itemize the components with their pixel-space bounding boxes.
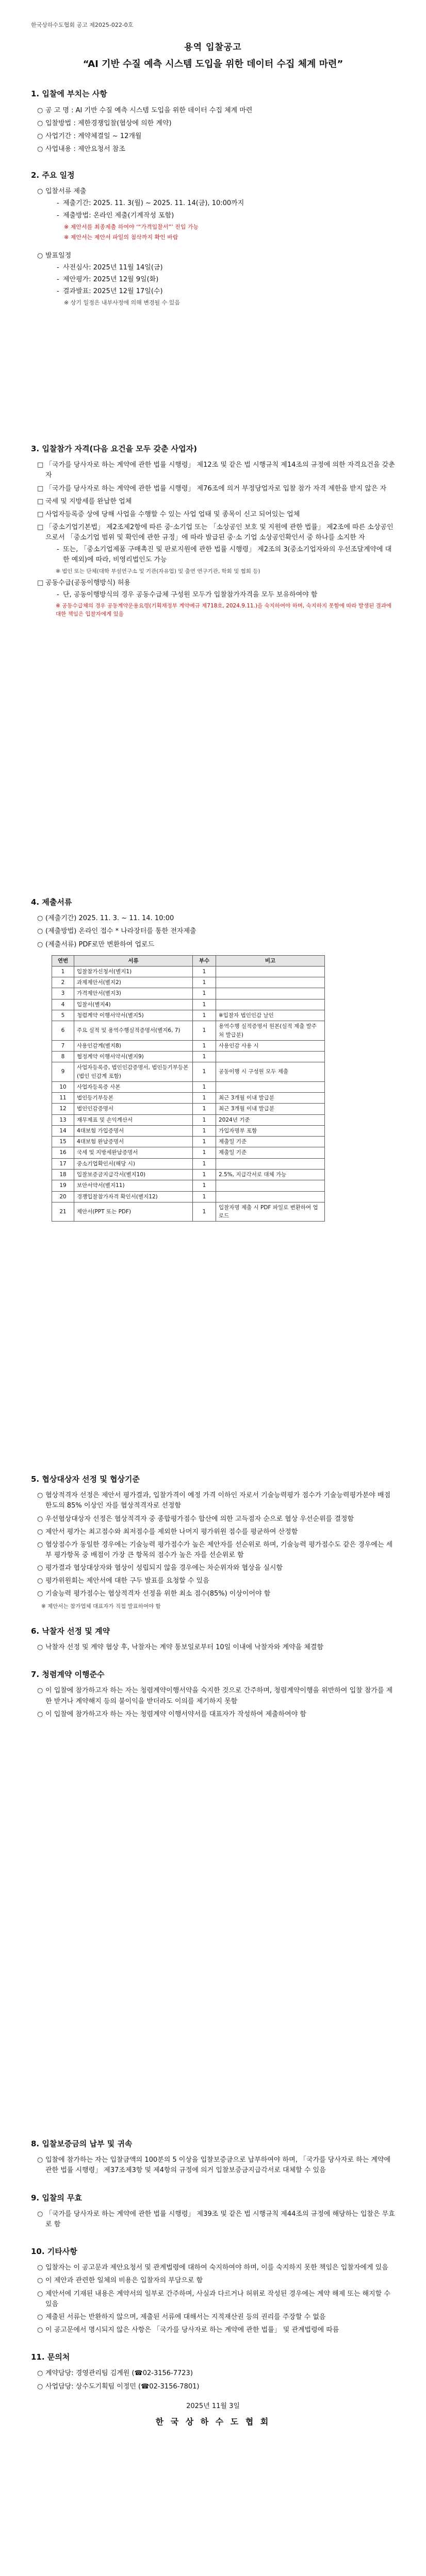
list-item: - 또는, 「중소기업제품 구매촉진 및 판로지원에 관한 법률 시행령」 제2조의 3(중소기업자와의 우선조달계약에 대한 예외)에 따라, 비영리법인도 가능: [57, 545, 395, 565]
list-item: ○ 사업담당: 상수도기획팀 이정민 (☎02-3156-7801): [37, 2382, 395, 2392]
table-row: [52, 1180, 325, 1191]
list-item: ○ 낙찰자 선정 및 계약 협상 후, 낙찰자는 계약 통보일로부터 10일 이내에 낙찰자와 계약을 체결함: [37, 1642, 395, 1653]
s11-list: [31, 2368, 395, 2392]
row-number: 18: [52, 1169, 74, 1180]
remarks: 제출일 기준: [216, 1147, 325, 1158]
row-number: 12: [52, 1104, 74, 1114]
remarks: 가입자명부 포함: [216, 1125, 325, 1136]
sheet-2: [31, 443, 395, 621]
copies: 1: [193, 1147, 216, 1158]
s5-list: [31, 1490, 395, 1599]
copies: 1: [193, 1040, 216, 1051]
document-name: 사업자등록증 사본: [74, 1081, 193, 1092]
s3-note-1: ※ 법인 또는 단체(대학 부설연구소 및 기관(자유업) 및 출연 연구기관, 학회 및 협회 등): [56, 568, 260, 574]
list-item: - 사전심사: 2025년 11월 14일(금): [57, 263, 395, 273]
copies: 1: [193, 1081, 216, 1092]
s3-note-2: ※ 공동수급체의 경우 공동계약운용요령(기획재정부 계약예규 제718호, 2024.9.11.)을 숙지하여야 하며, 숙지하지 못함에 따라 발생된 결과에 대한 책임은 입찰자에게 있음: [56, 603, 392, 618]
list-item: ○ (제출방법) 온라인 접수 * 나라장터를 통한 전자제출: [37, 926, 395, 937]
document-name: 법인인감증명서: [74, 1104, 193, 1114]
list-item: ○ 입찰자는 이 공고문과 제안요청서 및 관계법령에 대하여 숙지하여야 하며, 이를 숙지하지 못한 책임은 입찰자에게 있음: [37, 2263, 395, 2273]
document-name: 입찰참가신청서(별지1): [74, 966, 193, 977]
row-number: 5: [52, 1010, 74, 1021]
s2-heading: 2. 주요 일정: [31, 171, 75, 180]
table-row: [52, 1158, 325, 1169]
list-item: ○ 입찰방법 : 제한경쟁입찰(협상에 의한 계약): [37, 118, 395, 129]
s2-note-2: ※ 제안서는 제안서 파일의 첨삭까지 확인 바람: [64, 233, 178, 241]
remarks: ※입찰자 법인인감 날인: [216, 1010, 325, 1021]
s11-heading: 11. 문의처: [31, 2352, 70, 2362]
notice-number: 한국상하수도협회 공고 제2025-022-0호: [31, 22, 134, 28]
list-item: - 결과발표: 2025년 12월 17일(수): [57, 286, 395, 297]
sheet-3: [31, 896, 395, 1222]
row-number: 6: [52, 1021, 74, 1041]
list-item: ○ 공 고 명 : AI 기반 수질 예측 시스템 도입을 위한 데이터 수집 체계 마련: [37, 106, 395, 116]
remarks: 2024년 기준: [216, 1114, 325, 1125]
row-number: 13: [52, 1114, 74, 1125]
table-row: [52, 988, 325, 999]
s6-list: [31, 1642, 395, 1653]
table-row: [52, 1052, 325, 1062]
list-item: ○ 이 공고문에서 명시되지 않은 사항은 「국가를 당사자로 하는 계약에 관한 법률」 및 관계법령에 따름: [37, 2325, 395, 2335]
title-top: 용역 입찰공고: [184, 42, 242, 53]
table-row: [52, 1169, 325, 1180]
row-number: 11: [52, 1093, 74, 1104]
list-item: □ 「중소기업기본법」 제2조제2항에 따른 중·소기업 또는 「소상공인 보호 및 지원에 관한 법률」 제2조에 따른 소상공인으로서 「중소기업 범위 및 확인에 관한 규정」에 따라 발급된 중·소 기업 소상공인확인서 중 하나를 소지한 자 - 또는, 「중소기업제품 구매촉진 및 판로지원에 관한 법률 시행령」 제2조의 3(중소기업자와의 우선조달계약에 대한 예외)에 따라, 비영리법인도 가능 ※ 법인 또는 단체(대학 부설연구소 및 기관(자유업) 및 출연 연구기관, 학회 및 협회 등): [37, 522, 395, 575]
table-row: [52, 1137, 325, 1147]
remarks: 입찰자명 제출 시 PDF 파일로 변환하여 업로드: [216, 1202, 325, 1222]
list-item: ○ 사업내용 : 제안요청서 참조: [37, 144, 395, 155]
row-number: 7: [52, 1040, 74, 1051]
sheet-4: [31, 1473, 395, 1722]
list-item: ○ 이 입찰에 참가하고자 하는 자는 청렴계약 이행서약서를 대표자가 작성하여 제출하여야 함: [37, 1709, 395, 1720]
remarks: 최근 3개월 이내 발급분: [216, 1104, 325, 1114]
table-row: [52, 1125, 325, 1136]
row-number: 9: [52, 1062, 74, 1082]
document-name: 협정계약 이행서약서(별지9): [74, 1052, 193, 1062]
table-row: [52, 1202, 325, 1222]
copies: 1: [193, 1202, 216, 1222]
copies: 1: [193, 1125, 216, 1136]
list-item: ○ 이 입찰에 참가하고자 하는 자는 청렴계약이행서약을 숙지한 것으로 간주하며, 청렴계약이행을 위반하여 입찰 참가를 제한 받거나 계약해지 등의 불이익을 받더라도 이의를 제기하지 못함: [37, 1686, 395, 1706]
issuer-name: 한 국 상 하 수 도 협 회: [155, 2416, 271, 2427]
row-number: 15: [52, 1137, 74, 1147]
table-row: [52, 1010, 325, 1021]
row-number: 10: [52, 1081, 74, 1092]
row-number: 17: [52, 1158, 74, 1169]
list-item: □ 공동수급(공동이행방식) 허용 - 단, 공동이행방식의 경우 공동수급체 구성원 모두가 입찰참가자격을 모두 보유하여야 함 ※ 공동수급체의 경우 공동계약운용요령(기획재정부 계약예규 제718호, 2024.9.11.)을 숙지하여야 하며, 숙지하지 못함에 따라 발생된 결과에 대한 책임은 입찰자에게 있음: [37, 578, 395, 619]
copies: 1: [193, 1114, 216, 1125]
document-name: 사용인감계(별지8): [74, 1040, 193, 1051]
table-row: [52, 1104, 325, 1114]
document-name: 입찰서(별지4): [74, 999, 193, 1010]
table-header-row: [52, 955, 325, 966]
document-name: 중소기업확인서(해당 시): [74, 1158, 193, 1169]
remarks: 공동이행 시 구성원 모두 제출: [216, 1062, 325, 1082]
row-number: 2: [52, 977, 74, 988]
s2-note-1: ※ 제안서를 최종제출 하여야 ‘“가격입찰서”’ 진입 가능: [64, 223, 199, 230]
sheet-5: [31, 2138, 395, 2429]
list-item: - 단, 공동이행방식의 경우 공동수급체 구성원 모두가 입찰참가자격을 모두 보유하여야 함: [57, 590, 395, 600]
list-item: □ 「국가를 당사자로 하는 계약에 관한 법률 시행령」 제12조 및 같은 법 시행규칙 제14조의 규정에 의한 자격요건을 갖춘 자: [37, 460, 395, 481]
row-number: 16: [52, 1147, 74, 1158]
list-item: ○ 「국가를 당사자로 하는 계약에 관한 법률 시행령」 제39조 및 같은 법 시행규칙 제44조의 규정에 해당하는 입찰은 무효로 함: [37, 2209, 395, 2230]
table-body: [52, 966, 325, 1221]
copies: 1: [193, 999, 216, 1010]
table-row: [52, 1147, 325, 1158]
copies: 1: [193, 1180, 216, 1191]
row-number: 19: [52, 1180, 74, 1191]
col-header: 연번: [52, 955, 74, 966]
document-name: 가격제안서(별지3): [74, 988, 193, 999]
s3-list: [31, 460, 395, 618]
row-number: 21: [52, 1202, 74, 1222]
list-item: ○ 제안서 평가는 최고점수와 최저점수를 제외한 나머지 평가위원 점수를 평균하여 산정함: [37, 1527, 395, 1537]
document-name: 4대보험 가입증명서: [74, 1125, 193, 1136]
document-name: 4대보험 완납증명서: [74, 1137, 193, 1147]
required-documents-table: [52, 955, 325, 1222]
list-item: □ 국세 및 지방세를 완납한 업체: [37, 497, 395, 507]
table-row: [52, 1114, 325, 1125]
document-name: 보안서약서(별지11): [74, 1180, 193, 1191]
copies: 1: [193, 1137, 216, 1147]
list-item: - 제출방법: 온라인 제출(기계작성 포함): [57, 211, 395, 221]
s4-heading: 4. 제출서류: [31, 897, 72, 907]
list-item: - 제출기간: 2025. 11. 3(월) ~ 2025. 11. 14(금), 10:00까지: [57, 198, 395, 209]
table-row: [52, 977, 325, 988]
col-header: 비고: [216, 955, 325, 966]
remarks: [216, 988, 325, 999]
row-number: 14: [52, 1125, 74, 1136]
s10-list: [31, 2263, 395, 2335]
table-row: [52, 1021, 325, 1041]
copies: 1: [193, 1104, 216, 1114]
remarks: [216, 1158, 325, 1169]
s1-list: [31, 106, 395, 155]
col-header: 서류: [74, 955, 193, 966]
s8-list: [31, 2155, 395, 2176]
document-name: 입찰보증금지급각서(별지10): [74, 1169, 193, 1180]
remarks: [216, 1081, 325, 1092]
remarks: [216, 1191, 325, 1202]
s1-heading: 1. 입찰에 부치는 사항: [31, 89, 107, 99]
s5-heading: 5. 협상대상자 선정 및 협상기준: [31, 1475, 140, 1484]
table-row: [52, 1191, 325, 1202]
s9-heading: 9. 입찰의 무효: [31, 2193, 83, 2202]
list-item: ○ (제출기간) 2025. 11. 3. ~ 11. 14. 10:00: [37, 913, 395, 924]
s6-heading: 6. 낙찰자 선정 및 계약: [31, 1626, 110, 1636]
col-header: 부수: [193, 955, 216, 966]
list-item: □ 사업자등록증 상에 당해 사업을 수행할 수 있는 사업 업태 및 종목이 신고 되어있는 업체: [37, 510, 395, 520]
s2-note-3: ※ 상기 일정은 내부사정에 의해 변경될 수 있음: [64, 299, 180, 307]
s9-list: [31, 2209, 395, 2230]
s5-note: ※ 제안서는 참가업체 대표자가 직접 발표하여야 함: [41, 1603, 161, 1609]
remarks: 제출일 기준: [216, 1137, 325, 1147]
copies: 1: [193, 1052, 216, 1062]
remarks: 2.5%, 지급각서로 대체 가능: [216, 1169, 325, 1180]
list-item: ○ 기술능력 평가점수는 협상적격자 선정을 위한 최소 점수(85%) 이상이어야 함: [37, 1589, 395, 1599]
table-row: [52, 1093, 325, 1104]
document-name: 재무제표 및 손익계산서: [74, 1114, 193, 1125]
remarks: 사용인감 사용 시: [216, 1040, 325, 1051]
row-number: 4: [52, 999, 74, 1010]
list-item: ○ 협상점수가 동일한 경우에는 기술능력 평가점수가 높은 제안자를 선순위로 하며, 기술능력 평가점수도 같은 경우에는 세부 평가항목 중 배점이 가장 큰 항목의 점수가 높은 자를 선순위로 함: [37, 1540, 395, 1561]
remarks: [216, 966, 325, 977]
document-name: 경쟁입찰참가자격 확인서(별지12): [74, 1191, 193, 1202]
row-number: 8: [52, 1052, 74, 1062]
table-row: [52, 999, 325, 1010]
s8-heading: 8. 입찰보증금의 납부 및 귀속: [31, 2139, 133, 2148]
copies: 1: [193, 1158, 216, 1169]
table-row: [52, 1062, 325, 1082]
copies: 1: [193, 966, 216, 977]
remarks: [216, 999, 325, 1010]
copies: 1: [193, 988, 216, 999]
list-item: ○ 우선협상대상자 선정은 협상적격자 중 종합평가점수 합산에 의한 고득점자 순으로 협상 우선순위를 결정함: [37, 1514, 395, 1524]
document-name: 과제제안서(별지2): [74, 977, 193, 988]
list-item: ○ 계약담당: 경영관리팀 김계원 (☎02-3156-7723): [37, 2368, 395, 2379]
s7-list: [31, 1686, 395, 1719]
table-row: [52, 1081, 325, 1092]
document-name: 제안서(PPT 또는 PDF): [74, 1202, 193, 1222]
copies: 1: [193, 1191, 216, 1202]
notice-date: 2025년 11월 3일: [186, 2402, 240, 2410]
remarks: [216, 1052, 325, 1062]
document-name: 법인등기부등본: [74, 1093, 193, 1104]
list-item: - 제안평가: 2025년 12월 9일(화): [57, 275, 395, 285]
document-name: 사업자등록증, 법인인감증명서, 법인등기부등본 (법인 인감계 포함): [74, 1062, 193, 1082]
document-name: 청렴계약 이행서약서(별지5): [74, 1010, 193, 1021]
list-item: ○ 평가위원회는 제안서에 대한 구두 발표를 요청할 수 있음: [37, 1576, 395, 1586]
list-item: ○ (제출서류) PDF로만 변환하여 업로드: [37, 940, 395, 950]
remarks: 최근 3개월 이내 발급분: [216, 1093, 325, 1104]
title-main: “AI 기반 수질 예측 시스템 도입을 위한 데이터 수집 체계 마련”: [83, 59, 343, 70]
list-item: ○ 발표일정 - 사전심사: 2025년 11월 14일(금) - 제안평가: 2025년 12월 9일(화) - 결과발표: 2025년 12월 17일(수) ※ 상기 일정은 내부사정에 의해 변경될 수 있음: [37, 251, 395, 308]
copies: 1: [193, 1169, 216, 1180]
list-item: ○ 입찰서류 제출 - 제출기간: 2025. 11. 3(월) ~ 2025. 11. 14(금), 10:00까지 - 제출방법: 온라인 제출(기계작성 포함) ※ 제안서를 최종제출 하여야 ‘“가격입찰서”’ 진입 가능 ※ 제안서는 제안서 파일의 첨삭까지 확인 바람: [37, 187, 395, 242]
document-name: 국세 및 지방세완납증명서: [74, 1147, 193, 1158]
copies: 1: [193, 1062, 216, 1082]
list-item: ○ 평가결과 협상대상자와 협상이 성립되지 않을 경우에는 차순위자와 협상을 실시함: [37, 1563, 395, 1573]
document-name: 주요 실적 및 용역수행실적증명서(별지6, 7): [74, 1021, 193, 1041]
copies: 1: [193, 1021, 216, 1041]
s4-list: [31, 913, 395, 950]
row-number: 20: [52, 1191, 74, 1202]
s2-list: [31, 187, 395, 307]
remarks: [216, 1180, 325, 1191]
remarks: [216, 977, 325, 988]
table-row: [52, 966, 325, 977]
list-item: ○ 협상적격자 선정은 제안서 평가결과, 입찰가격이 예정 가격 이하인 자로서 기술능력평가 점수가 기술능력평가분야 배점한도의 85% 이상인 자를 협상적격자로 선정함: [37, 1490, 395, 1511]
s10-heading: 10. 기타사항: [31, 2247, 77, 2257]
remarks: 용역수행 실적증명서 원본(실적 제출 발주처 발급분): [216, 1021, 325, 1041]
copies: 1: [193, 1010, 216, 1021]
s7-heading: 7. 청렴계약 이행준수: [31, 1670, 105, 1680]
list-item: □ 「국가를 당사자로 하는 계약에 관한 법률 시행령」 제76조에 의거 부정당업자로 입찰 참가 자격 제한을 받지 않은 자: [37, 484, 395, 494]
sheet-1: [31, 21, 395, 310]
list-item: ○ 사업기간 : 계약체결일 ~ 12개월: [37, 131, 395, 142]
copies: 1: [193, 1093, 216, 1104]
list-item: ○ 입찰에 참가하는 자는 입찰금액의 100분의 5 이상을 입찰보증금으로 납부하여야 하며, 「국가를 당사자로 하는 계약에 관한 법률 시행령」 제37조제3항 및 제4항의 규정에 의거 입찰보증금지급각서로 대체할 수 있음: [37, 2155, 395, 2176]
list-item: ○ 제출된 서류는 반환하지 않으며, 제출된 서류에 대해서는 지적재산권 등의 권리를 주장할 수 없음: [37, 2312, 395, 2323]
list-item: ○ 제안서에 기재된 내용은 계약서의 일부로 간주하며, 사실과 다르거나 허위로 작성된 경우에는 계약 해제 또는 해지할 수 있음: [37, 2289, 395, 2310]
row-number: 3: [52, 988, 74, 999]
s3-heading: 3. 입찰참가 자격(다음 요건을 모두 갖춘 사업자): [31, 444, 198, 453]
copies: 1: [193, 977, 216, 988]
table-row: [52, 1040, 325, 1051]
row-number: 1: [52, 966, 74, 977]
list-item: ○ 이 제안과 관련한 일체의 비용은 입찰자의 부담으로 함: [37, 2276, 395, 2286]
